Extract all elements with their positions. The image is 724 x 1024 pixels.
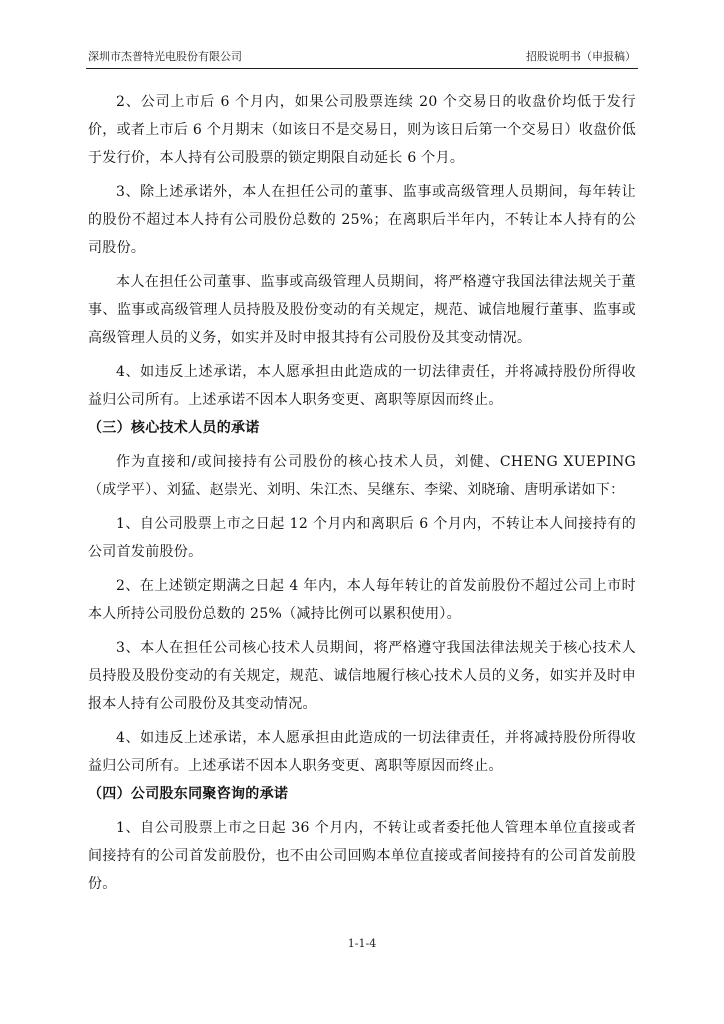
page-number: 1-1-4 xyxy=(347,937,377,950)
header-company-name: 深圳市杰普特光电股份有限公司 xyxy=(88,50,242,63)
paragraph-lockup-extension: 2、公司上市后 6 个月内，如果公司股票连续 20 个交易日的收盘价均低于发行价，或者上市后 6 个月期末（如该日不是交易日，则为该日后第一个交易日）收盘价低于发行价，本人持有公司股票的锁定期限自动延长 6 个月。 xyxy=(88,94,636,166)
paragraph-shareholder-lockup: 1、自公司股票上市之日起 36 个月内，不转让或者委托他人管理本单位直接或者间接持有的公司首发前股份，也不由公司回购本单位直接或者间接持有的公司首发前股份。 xyxy=(88,820,636,892)
document-body xyxy=(88,88,636,898)
paragraph-liability: 4、如违反上述承诺，本人愿承担由此造成的一切法律责任，并将减持股份所得收益归公司所有。上述承诺不因本人职务变更、离职等原因而终止。 xyxy=(88,364,636,408)
section-heading-shareholder-tongju: （四）公司股东同聚咨询的承诺 xyxy=(88,786,289,802)
page-header xyxy=(88,48,636,66)
paragraph-core-staff-liability: 4、如违反上述承诺，本人愿承担由此造成的一切法律责任，并将减持股份所得收益归公司所有。上述承诺不因本人职务变更、离职等原因而终止。 xyxy=(88,730,636,774)
header-document-type: 招股说明书（申报稿） xyxy=(526,50,636,63)
paragraph-core-staff-compliance: 3、本人在担任公司核心技术人员期间，将严格遵守我国法律法规关于核心技术人员持股及股份变动的有关规定，规范、诚信地履行核心技术人员的义务，如实并及时申报本人持有公司股份及其变动情况。 xyxy=(88,640,636,712)
paragraph-annual-transfer-limit: 3、除上述承诺外，本人在担任公司的董事、监事或高级管理人员期间，每年转让的股份不超过本人持有公司股份总数的 25%；在离职后半年内，不转让本人持有的公司股份。 xyxy=(88,184,636,256)
paragraph-core-staff-intro: 作为直接和/或间接持有公司股份的核心技术人员，刘健、CHENG XUEPING（成学平）、刘猛、赵崇光、刘明、朱江杰、吴继东、李梁、刘晓瑜、唐明承诺如下： xyxy=(88,454,636,498)
section-heading-core-technical-staff: （三）核心技术人员的承诺 xyxy=(88,420,260,436)
paragraph-core-staff-transfer-limit: 2、在上述锁定期满之日起 4 年内，本人每年转让的首发前股份不超过公司上市时本人所持公司股份总数的 25%（减持比例可以累积使用）。 xyxy=(88,578,636,622)
paragraph-compliance-obligation: 本人在担任公司董事、监事或高级管理人员期间，将严格遵守我国法律法规关于董事、监事或高级管理人员持股及股份变动的有关规定，规范、诚信地履行董事、监事或高级管理人员的义务，如实并及时申报其持有公司股份及其变动情况。 xyxy=(88,274,636,346)
paragraph-core-staff-lockup: 1、自公司股票上市之日起 12 个月内和离职后 6 个月内，不转让本人间接持有的公司首发前股份。 xyxy=(88,516,636,560)
header-divider xyxy=(86,68,638,69)
